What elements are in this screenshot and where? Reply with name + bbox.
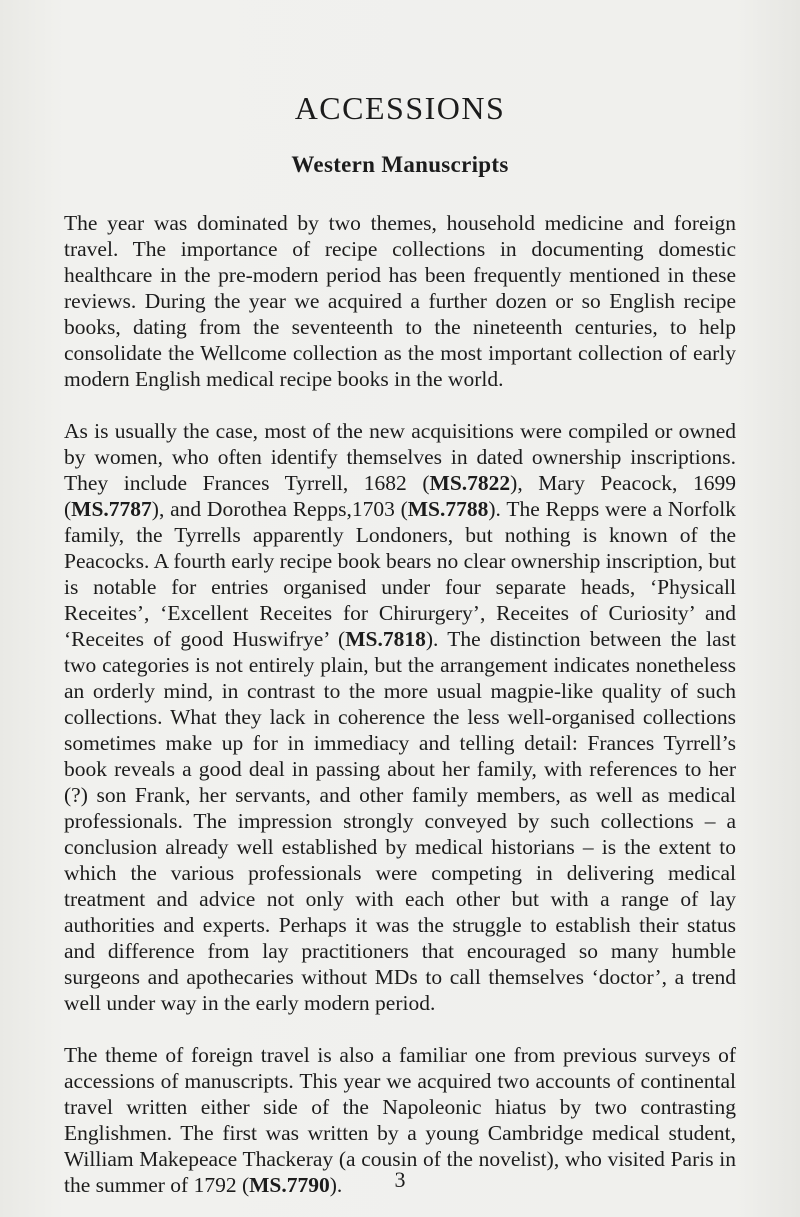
text-run: ). xyxy=(329,1173,343,1197)
page-heading: ACCESSIONS xyxy=(294,90,506,126)
text-run: The theme of foreign travel is also a familiar one from previous surveys of accessions of manuscripts. This year we acquired two accounts of continental travel written either side of the Napoleonic hiatus by two contrasting Englishmen. The first was written by a young Cambridge medical student, William Makepeace Thackeray (a cousin of the novelist), who visited Paris in the summer of 1792 ( xyxy=(64,1043,736,1197)
text-run: As is usually the case, most of the new acquisitions were compiled or owned by women, who often identify themselves in dated ownership inscriptions. They include Frances Tyrrell, 1682 ( xyxy=(64,419,736,495)
document-page xyxy=(64,88,736,1198)
paragraph-recipe-books xyxy=(64,418,736,1016)
text-run: ). The Repps were a Norfolk family, the Tyrrells apparently Londoners, but nothing is known of the Peacocks. A fourth early recipe book bears no clear ownership inscription, but is notable for entries organised under four separate heads, ‘Physicall Receites’, ‘Excellent Receites for Chirurgery’, Receites of Curiosity’ and ‘Receites of good Huswifrye’ ( xyxy=(64,497,736,651)
text-run: ). The distinction between the last two categories is not entirely plain, but the arrangement indicates nonetheless an orderly mind, in contrast to the more usual magpie-like quality of such collections. What they lack in coherence the less well-organised collections sometimes make up for in immediacy and telling detail: Frances Tyrrell’s book reveals a good deal in passing about her family, with references to her (?) son Frank, her servants, and other family members, as well as medical professionals. The impression strongly conveyed by such collections – a conclusion already well established by medical historians – is the extent to which the various professionals were competing in delivering medical treatment and advice not only with each other but with a range of lay authorities and experts. Perhaps it was the struggle to establish their status and difference from lay practitioners that encouraged so many humble surgeons and apothecaries without MDs to call themselves ‘doctor’, a trend well under way in the early modern period. xyxy=(64,627,736,1015)
manuscript-reference: MS.7818 xyxy=(345,627,426,651)
manuscript-reference: MS.7787 xyxy=(71,497,152,521)
manuscript-reference: MS.7822 xyxy=(429,471,511,495)
text-run: ), and Dorothea Repps,1703 ( xyxy=(151,497,408,521)
page-number: 3 xyxy=(394,1167,406,1192)
manuscript-reference: MS.7788 xyxy=(407,497,489,521)
manuscript-reference: MS.7790 xyxy=(249,1173,330,1197)
paragraph-household-medicine: The year was dominated by two themes, household medicine and foreign travel. The importance of recipe collections in documenting domestic healthcare in the pre-modern period has been frequently mentioned in these reviews. During the year we acquired a further dozen or so English recipe books, dating from the seventeenth to the nineteenth centuries, to help consolidate the Wellcome collection as the most important collection of early modern English medical recipe books in the world. xyxy=(64,211,736,391)
text-run: ), Mary Peacock, 1699 ( xyxy=(64,471,736,521)
section-subheading: Western Manuscripts xyxy=(291,152,509,177)
